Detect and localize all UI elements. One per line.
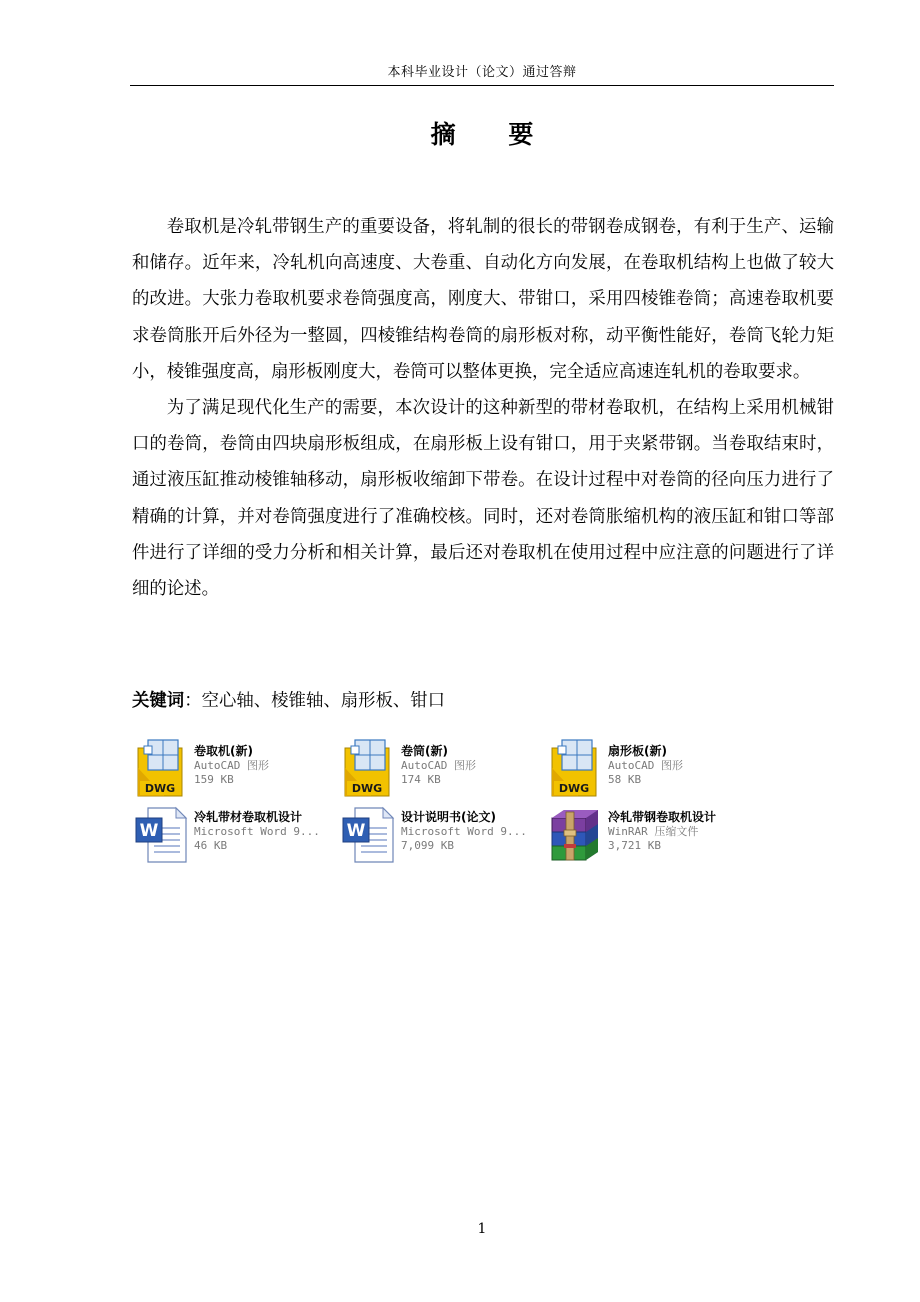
abstract-title: 摘 要: [430, 120, 556, 149]
file-name: 设计说明书(论文): [401, 810, 496, 824]
dwg-badge-text: DWG: [558, 782, 590, 795]
word-document-icon: [341, 804, 395, 864]
header-rule: [130, 85, 834, 86]
file-type: AutoCAD 图形: [194, 759, 269, 772]
file-type: AutoCAD 图形: [401, 759, 476, 772]
file-info: [194, 744, 339, 787]
file-info: [401, 744, 546, 787]
file-info: [608, 810, 753, 853]
file-name: 卷取机(新): [194, 744, 253, 758]
file-name: 卷筒(新): [401, 744, 448, 758]
file-size: 46 KB: [194, 839, 228, 852]
file-item-dwg-1[interactable]: [134, 738, 339, 798]
word-document-icon: [134, 804, 188, 864]
abstract-body: [132, 209, 834, 607]
file-info: [608, 744, 753, 787]
dwg-badge-text: DWG: [351, 782, 383, 795]
file-item-rar[interactable]: [548, 804, 753, 864]
file-name: 冷轧带钢卷取机设计: [608, 810, 717, 824]
file-size: 159 KB: [194, 773, 234, 786]
dwg-badge-text: DWG: [144, 782, 176, 795]
file-name: 冷轧带材卷取机设计: [194, 810, 303, 824]
word-badge-text: W: [346, 821, 366, 841]
file-name: 扇形板(新): [608, 744, 667, 758]
keywords-line: [132, 686, 834, 716]
file-size: 7,099 KB: [401, 839, 454, 852]
keywords-separator: ：: [184, 691, 202, 711]
file-type: AutoCAD 图形: [608, 759, 683, 772]
running-header: 本科毕业设计（论文）通过答辩: [387, 65, 577, 80]
dwg-file-icon: [134, 738, 188, 798]
dwg-file-icon: [341, 738, 395, 798]
keywords-label: 关键词: [132, 691, 185, 711]
file-item-dwg-3[interactable]: [548, 738, 753, 798]
file-size: 58 KB: [608, 773, 642, 786]
file-type: Microsoft Word 9...: [401, 825, 527, 838]
word-badge-text: W: [139, 821, 159, 841]
winrar-archive-icon: [548, 804, 602, 864]
file-size: 174 KB: [401, 773, 441, 786]
keywords-value: 空心轴、棱锥轴、扇形板、钳口: [201, 691, 446, 711]
file-size: 3,721 KB: [608, 839, 661, 852]
abstract-paragraph-2: 为了满足现代化生产的需要，本次设计的这种新型的带材卷取机，在结构上采用机械钳口的卷筒，卷筒由四块扇形板组成，在扇形板上设有钳口，用于夹紧带钢。当卷取结束时，通过液压缸推动棱锥轴移动，扇形板收缩卸下带卷。在设计过程中对卷筒的径向压力进行了精确的计算，并对卷筒强度进行了准确校核。同时，还对卷筒胀缩机构的液压缸和钳口等部件进行了详细的受力分析和相关计算，最后还对卷取机在使用过程中应注意的问题进行了详细的论述。: [132, 398, 834, 600]
file-type: WinRAR 压缩文件: [608, 825, 699, 838]
page-number: 1: [477, 1221, 487, 1237]
file-type: Microsoft Word 9...: [194, 825, 320, 838]
file-info: [401, 810, 546, 853]
file-item-word-2[interactable]: [341, 804, 546, 864]
dwg-file-icon: [548, 738, 602, 798]
file-info: [194, 810, 339, 853]
abstract-paragraph-1: 卷取机是冷轧带钢生产的重要设备，将轧制的很长的带钢卷成钢卷，有利于生产、运输和储存。近年来，冷轧机向高速度、大卷重、自动化方向发展，在卷取机结构上也做了较大的改进。大张力卷取机要求卷筒强度高，刚度大、带钳口，采用四棱锥卷筒；高速卷取机要求卷筒胀开后外径为一整圆，四棱锥结构卷筒的扇形板对称，动平衡性能好，卷筒飞轮力矩小，棱锥强度高，扇形板刚度大，卷筒可以整体更换，完全适应高速连轧机的卷取要求。: [132, 217, 834, 382]
file-item-word-1[interactable]: [134, 804, 339, 864]
file-icon-grid: [134, 738, 774, 868]
file-item-dwg-2[interactable]: [341, 738, 546, 798]
